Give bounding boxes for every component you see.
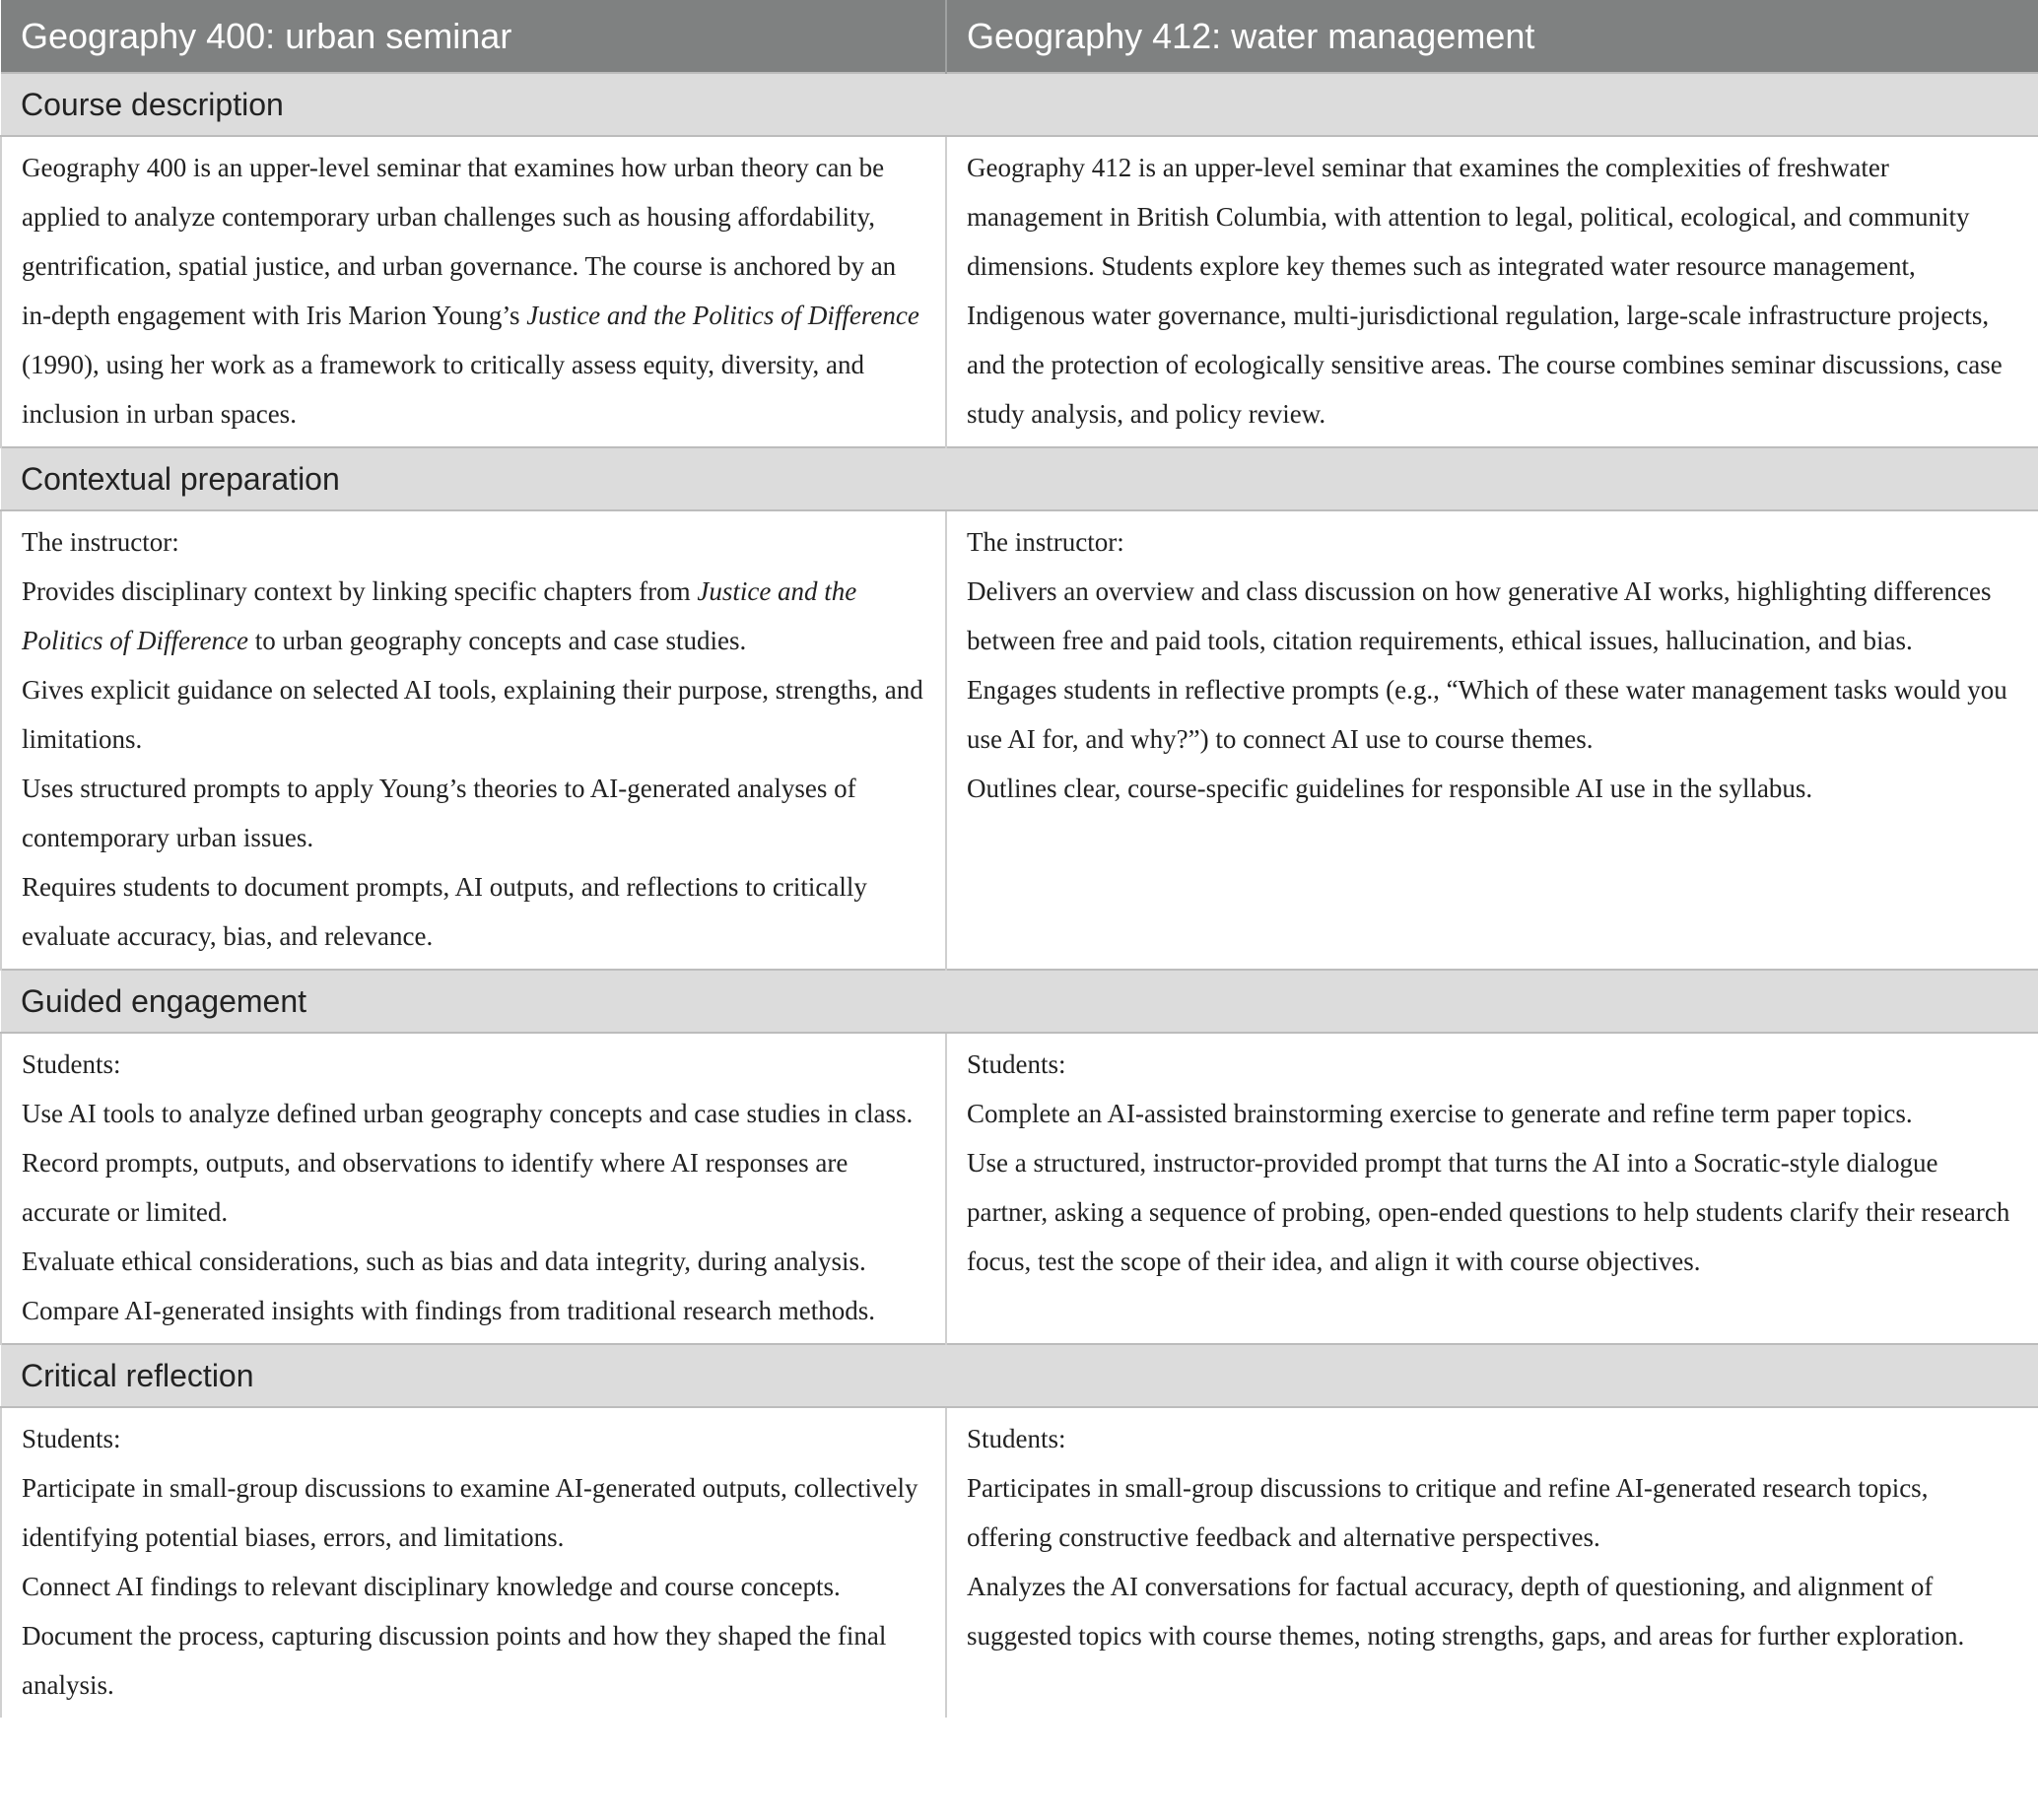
cell-geography-412	[946, 136, 2038, 447]
content-row	[1, 136, 2038, 447]
italic-title-text: Justice and the Politics of Difference	[526, 301, 919, 330]
section-row-critical-reflection	[1, 1344, 2038, 1407]
paragraph-text: Students:	[22, 1424, 121, 1453]
paragraph-text: Evaluate ethical considerations, such as bias and data integrity, during analysis.	[22, 1247, 866, 1276]
cell-paragraph	[22, 143, 925, 438]
paragraph-text: Engages students in reflective prompts (e.g., “Which of these water management tasks would you use AI for, and why?”) to connect AI use to course themes.	[967, 675, 2007, 754]
paragraph-text: Delivers an overview and class discussion on how generative AI works, highlighting differences between free and paid tools, citation requirements, ethical issues, hallucination, and bias.	[967, 576, 1992, 655]
paragraph-text: The instructor:	[22, 527, 179, 557]
cell-paragraph	[22, 1286, 925, 1335]
paragraph-text: Participates in small-group discussions to critique and refine AI-generated research topics, offering constructive feedback and alternative perspectives.	[967, 1473, 1929, 1552]
cell-paragraph	[22, 1562, 925, 1611]
section-row-course-description	[1, 73, 2038, 136]
paragraph-text: Students:	[22, 1049, 121, 1079]
italic-title-text: Justice and the Politics of Difference	[22, 576, 857, 655]
cell-paragraph	[967, 764, 2018, 813]
paragraph-text: Outlines clear, course-specific guidelines for responsible AI use in the syllabus.	[967, 774, 1813, 803]
cell-paragraph	[22, 1040, 925, 1089]
paragraph-text: Connect AI findings to relevant disciplinary knowledge and course concepts.	[22, 1572, 841, 1601]
cell-geography-412	[946, 1407, 2038, 1718]
paragraph-text: Uses structured prompts to apply Young’s theories to AI-generated analyses of contemporary urban issues.	[22, 774, 856, 852]
cell-paragraph	[22, 1237, 925, 1286]
paragraph-text: The instructor:	[967, 527, 1124, 557]
paragraph-text: Gives explicit guidance on selected AI tools, explaining their purpose, strengths, and limitations.	[22, 675, 923, 754]
cell-paragraph	[22, 764, 925, 862]
cell-paragraph	[22, 517, 925, 567]
paragraph-text: Participate in small-group discussions to examine AI-generated outputs, collectively identifying potential biases, errors, and limitations.	[22, 1473, 918, 1552]
column-header-geography-400: Geography 400: urban seminar	[1, 0, 946, 73]
table-body	[1, 73, 2038, 1718]
cell-paragraph	[967, 665, 2018, 764]
cell-paragraph	[22, 1138, 925, 1237]
cell-geography-412	[946, 1033, 2038, 1344]
section-title: Contextual preparation	[1, 447, 2038, 510]
cell-paragraph	[22, 1089, 925, 1138]
section-title: Course description	[1, 73, 2038, 136]
header-row	[1, 0, 2038, 73]
cell-paragraph	[967, 1414, 2018, 1463]
paragraph-text: Provides disciplinary context by linking specific chapters from	[22, 576, 698, 606]
cell-paragraph	[22, 1463, 925, 1562]
cell-geography-400	[1, 510, 946, 970]
content-row	[1, 1407, 2038, 1718]
paragraph-text: Use AI tools to analyze defined urban geography concepts and case studies in class.	[22, 1099, 914, 1128]
paragraph-text: Geography 400 is an upper-level seminar that examines how urban theory can be applied to analyze contemporary urban challenges such as housing affordability, gentrification, spatial justice, and urban governance. The course is anchored by an in-depth engagement with Iris Marion Young’s	[22, 153, 897, 330]
paragraph-text: Document the process, capturing discussion points and how they shaped the final analysis.	[22, 1621, 887, 1700]
cell-paragraph	[967, 143, 2018, 438]
cell-geography-400	[1, 136, 946, 447]
paragraph-text: Students:	[967, 1424, 1066, 1453]
cell-paragraph	[967, 567, 2018, 665]
paragraph-text: Geography 412 is an upper-level seminar that examines the complexities of freshwater management in British Columbia, with attention to legal, political, ecological, and community dimensions. Students explore key themes such as integrated water resource management, Indigenous water governance, multi-jurisdictional regulation, large-scale infrastructure projects, and the protection of ecologically sensitive areas. The course combines seminar discussions, case study analysis, and policy review.	[967, 153, 2003, 429]
cell-paragraph	[967, 1138, 2018, 1286]
cell-paragraph	[967, 517, 2018, 567]
cell-geography-400	[1, 1407, 946, 1718]
cell-paragraph	[22, 1611, 925, 1710]
paragraph-text: Analyzes the AI conversations for factual accuracy, depth of questioning, and alignment of suggested topics with course themes, noting strengths, gaps, and areas for further exploration.	[967, 1572, 1965, 1651]
paragraph-text: Record prompts, outputs, and observations to identify where AI responses are accurate or limited.	[22, 1148, 849, 1227]
paragraph-text: Use a structured, instructor-provided prompt that turns the AI into a Socratic-style dialogue partner, asking a sequence of probing, open-ended questions to help students clarify their research focus, test the scope of their idea, and align it with course objectives.	[967, 1148, 2010, 1276]
content-row	[1, 1033, 2038, 1344]
cell-paragraph	[22, 862, 925, 961]
paragraph-text: (1990), using her work as a framework to critically assess equity, diversity, and inclusion in urban spaces.	[22, 350, 865, 429]
paragraph-text: Compare AI-generated insights with findings from traditional research methods.	[22, 1296, 876, 1325]
cell-paragraph	[967, 1463, 2018, 1562]
cell-geography-400	[1, 1033, 946, 1344]
cell-paragraph	[22, 1414, 925, 1463]
section-row-guided-engagement	[1, 970, 2038, 1033]
column-header-geography-412: Geography 412: water management	[946, 0, 2038, 73]
cell-paragraph	[967, 1040, 2018, 1089]
paragraph-text: Students:	[967, 1049, 1066, 1079]
cell-paragraph	[967, 1089, 2018, 1138]
section-title: Guided engagement	[1, 970, 2038, 1033]
content-row	[1, 510, 2038, 970]
paragraph-text: to urban geography concepts and case studies.	[247, 626, 747, 655]
cell-geography-412	[946, 510, 2038, 970]
paragraph-text: Requires students to document prompts, AI outputs, and reflections to critically evaluate accuracy, bias, and relevance.	[22, 872, 867, 951]
section-title: Critical reflection	[1, 1344, 2038, 1407]
cell-paragraph	[967, 1562, 2018, 1660]
section-row-contextual-preparation	[1, 447, 2038, 510]
cell-paragraph	[22, 567, 925, 665]
cell-paragraph	[22, 665, 925, 764]
paragraph-text: Complete an AI-assisted brainstorming exercise to generate and refine term paper topics.	[967, 1099, 1913, 1128]
